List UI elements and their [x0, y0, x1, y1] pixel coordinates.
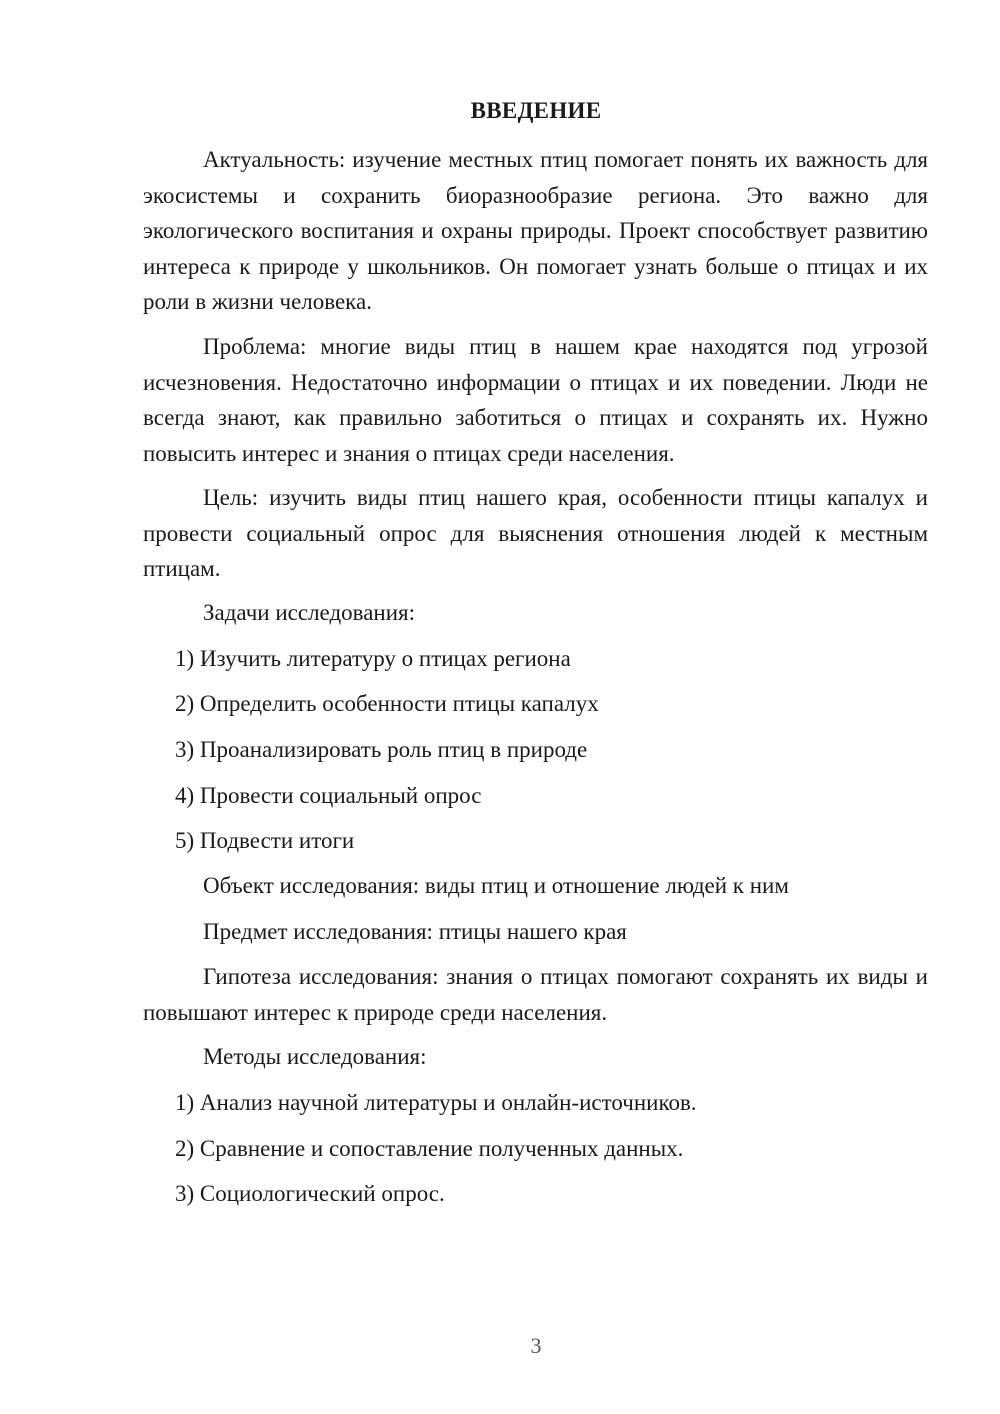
- page-number: 3: [530, 1333, 542, 1358]
- method-item-2: 2) Сравнение и сопоставление полученных данных.: [175, 1136, 684, 1161]
- method-item-1: 1) Анализ научной литературы и онлайн-источников.: [175, 1090, 697, 1115]
- method-item-3: 3) Социологический опрос.: [175, 1181, 445, 1206]
- task-item-5: 5) Подвести итоги: [175, 828, 355, 853]
- tasks-heading: Задачи исследования:: [203, 600, 416, 625]
- problem-paragraph: Проблема: многие виды птиц в нашем крае находятся под угрозой исчезновения. Недостаточно информации о птицах и их поведении. Люди не всегда знают, как правильно заботиться о птицах и сохранять их. Нужно повысить интерес и знания о птицах среди населения.: [143, 334, 928, 466]
- task-item-3: 3) Проанализировать роль птиц в природе: [175, 737, 588, 762]
- page-title: ВВЕДЕНИЕ: [470, 98, 602, 123]
- hypothesis-paragraph: Гипотеза исследования: знания о птицах помогают сохранять их виды и повышают интерес к природе среди населения.: [143, 964, 928, 1025]
- task-item-4: 4) Провести социальный опрос: [175, 783, 482, 808]
- task-item-1: 1) Изучить литературу о птицах региона: [175, 646, 571, 671]
- relevance-paragraph: Актуальность: изучение местных птиц помогает понять их важность для экосистемы и сохранить биоразнообразие региона. Это важно для экологического воспитания и охраны природы. Проект способствует развитию интереса к природе у школьников. Он помогает узнать больше о птицах и их роли в жизни человека.: [143, 147, 928, 314]
- research-subject: Предмет исследования: птицы нашего края: [203, 919, 627, 944]
- task-item-2: 2) Определить особенности птицы капалух: [175, 691, 599, 716]
- methods-heading: Методы исследования:: [203, 1044, 427, 1069]
- research-object: Объект исследования: виды птиц и отношение людей к ним: [203, 873, 789, 898]
- goal-paragraph: Цель: изучить виды птиц нашего края, особенности птицы капалух и провести социальный опрос для выяснения отношения людей к местным птицам.: [143, 485, 928, 581]
